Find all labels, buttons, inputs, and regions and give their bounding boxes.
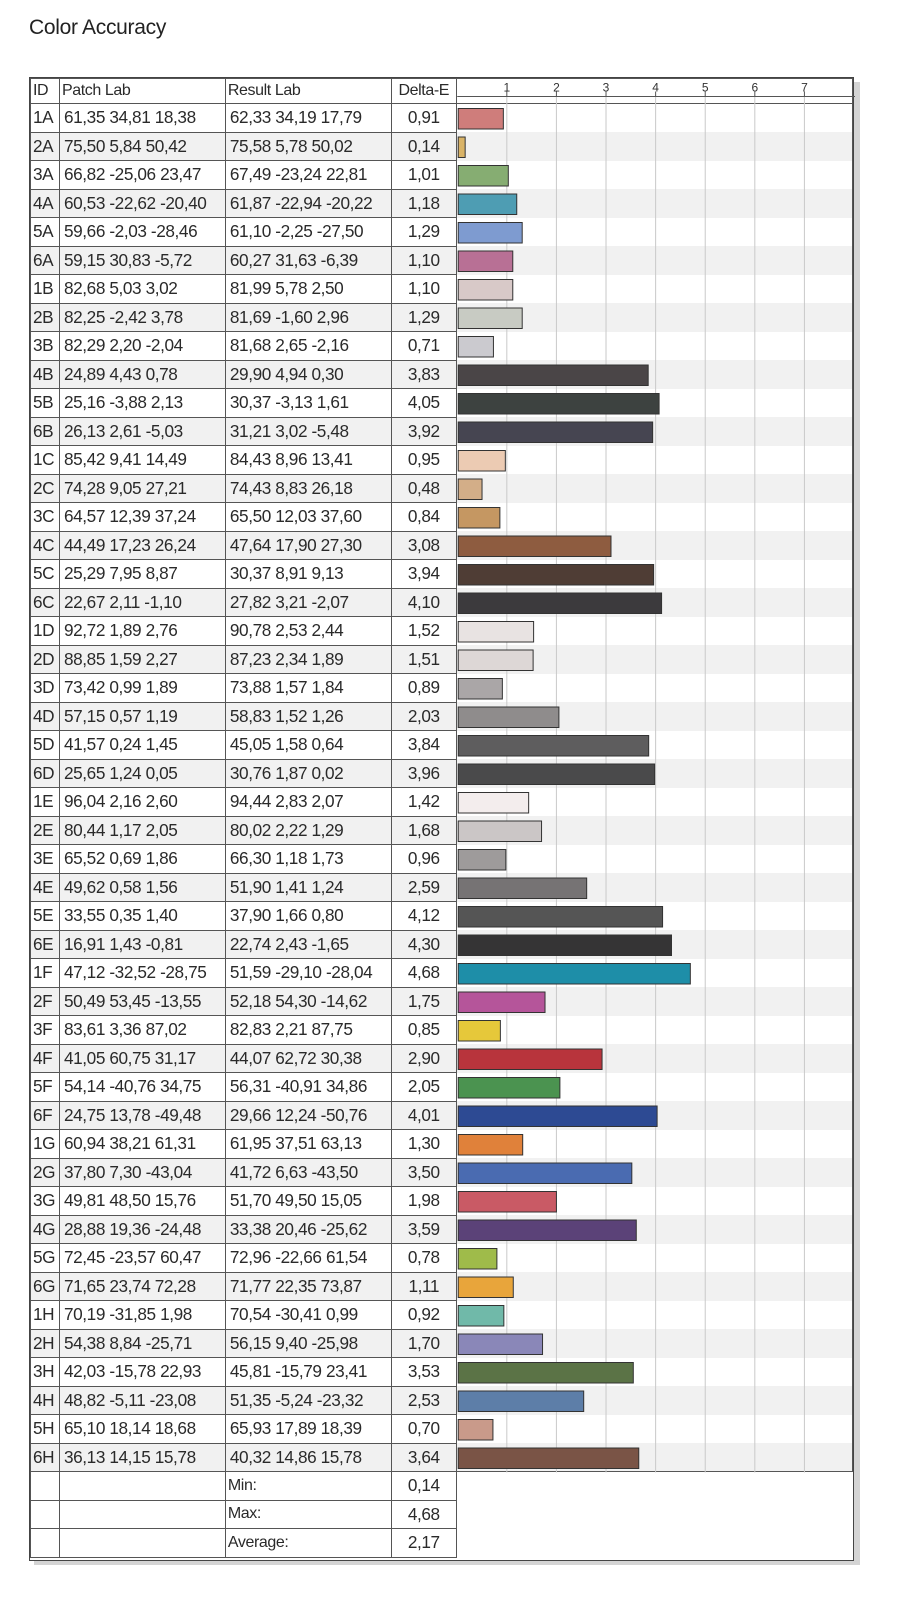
cell-delta-e: 0,14 <box>391 132 456 161</box>
cell-patch-lab: 60,94 38,21 61,31 <box>59 1130 225 1159</box>
cell-delta-e: 1,70 <box>391 1329 456 1358</box>
cell-patch-lab: 65,52 0,69 1,86 <box>59 845 225 874</box>
bar <box>458 280 513 301</box>
cell-id: 2F <box>31 987 60 1016</box>
cell-result-lab: 27,82 3,21 -2,07 <box>225 588 391 617</box>
cell-result-lab: 65,50 12,03 37,60 <box>225 503 391 532</box>
cell-result-lab: 22,74 2,43 -1,65 <box>225 930 391 959</box>
cell-id: 6C <box>31 588 60 617</box>
cell-id: 2H <box>31 1329 60 1358</box>
bar <box>458 194 517 215</box>
cell-patch-lab: 36,13 14,15 15,78 <box>59 1443 225 1472</box>
cell-delta-e: 4,01 <box>391 1101 456 1130</box>
cell-patch-lab: 71,65 23,74 72,28 <box>59 1272 225 1301</box>
cell-delta-e: 4,05 <box>391 389 456 418</box>
bar <box>458 764 654 785</box>
cell-delta-e: 3,53 <box>391 1358 456 1387</box>
cell-patch-lab: 74,28 9,05 27,21 <box>59 474 225 503</box>
cell-patch-lab: 96,04 2,16 2,60 <box>59 788 225 817</box>
cell-result-lab: 51,35 -5,24 -23,32 <box>225 1386 391 1415</box>
bar <box>458 1049 602 1070</box>
bar <box>458 223 522 244</box>
summary-label: Average: <box>225 1529 391 1558</box>
bar <box>458 1163 632 1184</box>
cell-delta-e: 0,85 <box>391 1016 456 1045</box>
cell-id: 6G <box>31 1272 60 1301</box>
bar <box>458 964 690 985</box>
x-tick-label: 4 <box>652 80 659 95</box>
x-tick-label: 6 <box>751 80 759 95</box>
cell-patch-lab: 25,16 -3,88 2,13 <box>59 389 225 418</box>
bar <box>458 422 652 443</box>
cell-delta-e: 0,96 <box>391 845 456 874</box>
cell-id: 3F <box>31 1016 60 1045</box>
cell-delta-e: 4,10 <box>391 588 456 617</box>
cell-id: 2A <box>31 132 60 161</box>
col-header-result-lab: Result Lab <box>225 79 391 104</box>
bar <box>458 365 648 386</box>
cell-patch-lab: 42,03 -15,78 22,93 <box>59 1358 225 1387</box>
cell-result-lab: 30,37 8,91 9,13 <box>225 560 391 589</box>
bar <box>458 536 611 557</box>
cell-result-lab: 30,76 1,87 0,02 <box>225 759 391 788</box>
cell-delta-e: 0,71 <box>391 332 456 361</box>
cell-result-lab: 74,43 8,83 26,18 <box>225 474 391 503</box>
cell-id: 2E <box>31 816 60 845</box>
cell-patch-lab: 28,88 19,36 -24,48 <box>59 1215 225 1244</box>
cell-delta-e: 1,18 <box>391 189 456 218</box>
cell-patch-lab: 24,89 4,43 0,78 <box>59 360 225 389</box>
cell-result-lab: 30,37 -3,13 1,61 <box>225 389 391 418</box>
bar <box>458 622 533 643</box>
cell-patch-lab: 37,80 7,30 -43,04 <box>59 1158 225 1187</box>
bar <box>458 992 545 1013</box>
cell-delta-e: 4,30 <box>391 930 456 959</box>
cell-patch-lab: 88,85 1,59 2,27 <box>59 645 225 674</box>
cell-patch-lab: 49,62 0,58 1,56 <box>59 873 225 902</box>
cell-patch-lab: 54,38 8,84 -25,71 <box>59 1329 225 1358</box>
cell-patch-lab: 50,49 53,45 -13,55 <box>59 987 225 1016</box>
bar <box>458 479 482 500</box>
cell-patch-lab: 16,91 1,43 -0,81 <box>59 930 225 959</box>
cell-result-lab: 71,77 22,35 73,87 <box>225 1272 391 1301</box>
cell-id: 3A <box>31 161 60 190</box>
cell-result-lab: 51,90 1,41 1,24 <box>225 873 391 902</box>
cell-result-lab: 44,07 62,72 30,38 <box>225 1044 391 1073</box>
cell-id: 1F <box>31 959 60 988</box>
bar <box>458 1135 522 1156</box>
cell-result-lab: 66,30 1,18 1,73 <box>225 845 391 874</box>
cell-delta-e: 1,10 <box>391 275 456 304</box>
cell-result-lab: 67,49 -23,24 22,81 <box>225 161 391 190</box>
cell-delta-e: 3,59 <box>391 1215 456 1244</box>
col-header-patch-lab: Patch Lab <box>59 79 225 104</box>
cell-result-lab: 29,90 4,94 0,30 <box>225 360 391 389</box>
cell-result-lab: 56,31 -40,91 34,86 <box>225 1073 391 1102</box>
cell-delta-e: 1,75 <box>391 987 456 1016</box>
cell-result-lab: 87,23 2,34 1,89 <box>225 645 391 674</box>
cell-id: 5G <box>31 1244 60 1273</box>
cell-delta-e: 4,12 <box>391 902 456 931</box>
cell-delta-e: 3,83 <box>391 360 456 389</box>
bar <box>458 1306 504 1327</box>
cell-patch-lab: 60,53 -22,62 -20,40 <box>59 189 225 218</box>
cell-id: 6H <box>31 1443 60 1472</box>
cell-patch-lab: 80,44 1,17 2,05 <box>59 816 225 845</box>
cell-delta-e: 0,78 <box>391 1244 456 1273</box>
cell-id: 3H <box>31 1358 60 1387</box>
cell-result-lab: 81,69 -1,60 2,96 <box>225 303 391 332</box>
cell-result-lab: 90,78 2,53 2,44 <box>225 617 391 646</box>
bar <box>458 1249 497 1270</box>
cell-id: 2D <box>31 645 60 674</box>
cell-delta-e: 1,01 <box>391 161 456 190</box>
summary-label: Min: <box>225 1472 391 1501</box>
cell-delta-e: 1,52 <box>391 617 456 646</box>
bar <box>458 935 671 956</box>
cell-result-lab: 61,10 -2,25 -27,50 <box>225 218 391 247</box>
cell-result-lab: 45,81 -15,79 23,41 <box>225 1358 391 1387</box>
cell-delta-e: 3,92 <box>391 417 456 446</box>
cell-result-lab: 33,38 20,46 -25,62 <box>225 1215 391 1244</box>
bar <box>458 1106 657 1127</box>
bar <box>458 1021 500 1042</box>
cell-result-lab: 75,58 5,78 50,02 <box>225 132 391 161</box>
cell-id: 6F <box>31 1101 60 1130</box>
cell-id: 3D <box>31 674 60 703</box>
cell-result-lab: 51,59 -29,10 -28,04 <box>225 959 391 988</box>
cell-delta-e: 1,29 <box>391 303 456 332</box>
bar <box>458 878 586 899</box>
bar <box>458 508 500 529</box>
cell-patch-lab: 72,45 -23,57 60,47 <box>59 1244 225 1273</box>
cell-id: 4D <box>31 702 60 731</box>
cell-result-lab: 29,66 12,24 -50,76 <box>225 1101 391 1130</box>
col-header-delta-e: Delta-E <box>391 79 456 104</box>
cell-patch-lab: 22,67 2,11 -1,10 <box>59 588 225 617</box>
cell-delta-e: 1,42 <box>391 788 456 817</box>
cell-patch-lab: 49,81 48,50 15,76 <box>59 1187 225 1216</box>
bar <box>458 565 653 586</box>
bar <box>458 137 465 158</box>
cell-id: 2G <box>31 1158 60 1187</box>
cell-result-lab: 56,15 9,40 -25,98 <box>225 1329 391 1358</box>
cell-id: 2B <box>31 303 60 332</box>
cell-patch-lab: 65,10 18,14 18,68 <box>59 1415 225 1444</box>
cell-id: 1H <box>31 1301 60 1330</box>
cell-id: 4H <box>31 1386 60 1415</box>
x-tick-label: 7 <box>801 80 808 95</box>
cell-patch-lab: 82,25 -2,42 3,78 <box>59 303 225 332</box>
cell-id: 3C <box>31 503 60 532</box>
cell-result-lab: 70,54 -30,41 0,99 <box>225 1301 391 1330</box>
cell-patch-lab: 47,12 -32,52 -28,75 <box>59 959 225 988</box>
bar <box>458 679 502 700</box>
cell-result-lab: 94,44 2,83 2,07 <box>225 788 391 817</box>
cell-patch-lab: 41,57 0,24 1,45 <box>59 731 225 760</box>
cell-patch-lab: 25,65 1,24 0,05 <box>59 759 225 788</box>
cell-result-lab: 31,21 3,02 -5,48 <box>225 417 391 446</box>
cell-id: 3G <box>31 1187 60 1216</box>
cell-delta-e: 2,59 <box>391 873 456 902</box>
cell-patch-lab: 26,13 2,61 -5,03 <box>59 417 225 446</box>
cell-patch-lab: 70,19 -31,85 1,98 <box>59 1301 225 1330</box>
cell-delta-e: 3,96 <box>391 759 456 788</box>
cell-id: 1B <box>31 275 60 304</box>
cell-id: 4E <box>31 873 60 902</box>
cell-delta-e: 1,68 <box>391 816 456 845</box>
cell-id: 5A <box>31 218 60 247</box>
page-title: Color Accuracy <box>29 16 167 39</box>
bar <box>458 1277 513 1298</box>
cell-patch-lab: 33,55 0,35 1,40 <box>59 902 225 931</box>
cell-patch-lab: 61,35 34,81 18,38 <box>59 104 225 133</box>
cell-id: 5D <box>31 731 60 760</box>
bar <box>458 907 662 928</box>
cell-delta-e: 2,05 <box>391 1073 456 1102</box>
bar <box>458 707 559 728</box>
cell-patch-lab: 82,29 2,20 -2,04 <box>59 332 225 361</box>
cell-id: 4C <box>31 531 60 560</box>
cell-patch-lab: 66,82 -25,06 23,47 <box>59 161 225 190</box>
cell-result-lab: 40,32 14,86 15,78 <box>225 1443 391 1472</box>
cell-id: 5H <box>31 1415 60 1444</box>
bar <box>458 109 503 130</box>
cell-id: 6E <box>31 930 60 959</box>
bar <box>458 1391 583 1412</box>
cell-result-lab: 60,27 31,63 -6,39 <box>225 246 391 275</box>
cell-id: 5E <box>31 902 60 931</box>
x-tick-label: 2 <box>553 80 560 95</box>
cell-patch-lab: 24,75 13,78 -49,48 <box>59 1101 225 1130</box>
cell-patch-lab: 92,72 1,89 2,76 <box>59 617 225 646</box>
cell-patch-lab: 85,42 9,41 14,49 <box>59 446 225 475</box>
cell-delta-e: 0,91 <box>391 104 456 133</box>
x-tick-label: 5 <box>701 80 709 95</box>
cell-result-lab: 72,96 -22,66 61,54 <box>225 1244 391 1273</box>
cell-result-lab: 52,18 54,30 -14,62 <box>225 987 391 1016</box>
bar <box>458 1334 542 1355</box>
cell-delta-e: 1,29 <box>391 218 456 247</box>
cell-patch-lab: 59,15 30,83 -5,72 <box>59 246 225 275</box>
summary-label: Max: <box>225 1500 391 1529</box>
cell-delta-e: 0,84 <box>391 503 456 532</box>
cell-patch-lab: 59,66 -2,03 -28,46 <box>59 218 225 247</box>
cell-id: 5B <box>31 389 60 418</box>
cell-result-lab: 82,83 2,21 87,75 <box>225 1016 391 1045</box>
cell-result-lab: 37,90 1,66 0,80 <box>225 902 391 931</box>
cell-delta-e: 0,70 <box>391 1415 456 1444</box>
bar <box>458 1448 639 1469</box>
cell-result-lab: 81,68 2,65 -2,16 <box>225 332 391 361</box>
summary-value: 2,17 <box>391 1529 456 1558</box>
cell-patch-lab: 64,57 12,39 37,24 <box>59 503 225 532</box>
cell-delta-e: 2,90 <box>391 1044 456 1073</box>
cell-patch-lab: 83,61 3,36 87,02 <box>59 1016 225 1045</box>
bar <box>458 1078 560 1099</box>
cell-patch-lab: 48,82 -5,11 -23,08 <box>59 1386 225 1415</box>
cell-delta-e: 0,95 <box>391 446 456 475</box>
cell-delta-e: 0,48 <box>391 474 456 503</box>
cell-result-lab: 45,05 1,58 0,64 <box>225 731 391 760</box>
cell-delta-e: 1,11 <box>391 1272 456 1301</box>
cell-result-lab: 41,72 6,63 -43,50 <box>225 1158 391 1187</box>
cell-patch-lab: 25,29 7,95 8,87 <box>59 560 225 589</box>
cell-id: 1G <box>31 1130 60 1159</box>
cell-patch-lab: 41,05 60,75 31,17 <box>59 1044 225 1073</box>
cell-patch-lab: 75,50 5,84 50,42 <box>59 132 225 161</box>
cell-result-lab: 65,93 17,89 18,39 <box>225 1415 391 1444</box>
bar <box>458 793 528 814</box>
cell-result-lab: 61,87 -22,94 -20,22 <box>225 189 391 218</box>
cell-result-lab: 84,43 8,96 13,41 <box>225 446 391 475</box>
x-tick-label: 3 <box>602 80 610 95</box>
cell-result-lab: 62,33 34,19 17,79 <box>225 104 391 133</box>
cell-result-lab: 58,83 1,52 1,26 <box>225 702 391 731</box>
cell-id: 5C <box>31 560 60 589</box>
cell-id: 6A <box>31 246 60 275</box>
cell-id: 1C <box>31 446 60 475</box>
summary-value: 0,14 <box>391 1472 456 1501</box>
cell-id: 3E <box>31 845 60 874</box>
cell-result-lab: 61,95 37,51 63,13 <box>225 1130 391 1159</box>
cell-id: 1E <box>31 788 60 817</box>
x-tick-label: 1 <box>503 80 511 95</box>
cell-delta-e: 3,08 <box>391 531 456 560</box>
cell-delta-e: 3,84 <box>391 731 456 760</box>
cell-id: 4F <box>31 1044 60 1073</box>
bar <box>458 394 659 415</box>
summary-value: 4,68 <box>391 1500 456 1529</box>
cell-id: 4A <box>31 189 60 218</box>
cell-result-lab: 73,88 1,57 1,84 <box>225 674 391 703</box>
bar <box>458 850 506 871</box>
cell-delta-e: 1,10 <box>391 246 456 275</box>
cell-id: 4B <box>31 360 60 389</box>
cell-patch-lab: 57,15 0,57 1,19 <box>59 702 225 731</box>
color-accuracy-table <box>29 77 854 1561</box>
col-header-id: ID <box>31 79 60 104</box>
cell-id: 3B <box>31 332 60 361</box>
bar <box>458 593 661 614</box>
cell-delta-e: 1,98 <box>391 1187 456 1216</box>
cell-result-lab: 80,02 2,22 1,29 <box>225 816 391 845</box>
cell-delta-e: 3,64 <box>391 1443 456 1472</box>
cell-delta-e: 2,03 <box>391 702 456 731</box>
cell-delta-e: 2,53 <box>391 1386 456 1415</box>
cell-id: 6B <box>31 417 60 446</box>
cell-result-lab: 51,70 49,50 15,05 <box>225 1187 391 1216</box>
bar <box>458 308 522 329</box>
bar <box>458 1220 636 1241</box>
cell-id: 5F <box>31 1073 60 1102</box>
cell-result-lab: 81,99 5,78 2,50 <box>225 275 391 304</box>
bar <box>458 821 541 842</box>
cell-delta-e: 0,89 <box>391 674 456 703</box>
bar <box>458 451 505 472</box>
bar <box>458 251 513 272</box>
cell-delta-e: 4,68 <box>391 959 456 988</box>
cell-delta-e: 3,50 <box>391 1158 456 1187</box>
bar <box>458 1192 556 1213</box>
cell-id: 4G <box>31 1215 60 1244</box>
cell-id: 1D <box>31 617 60 646</box>
cell-patch-lab: 44,49 17,23 26,24 <box>59 531 225 560</box>
cell-patch-lab: 54,14 -40,76 34,75 <box>59 1073 225 1102</box>
bar <box>458 736 648 757</box>
cell-result-lab: 47,64 17,90 27,30 <box>225 531 391 560</box>
bar <box>458 650 533 671</box>
bar <box>458 166 508 187</box>
cell-id: 2C <box>31 474 60 503</box>
bar <box>458 1363 633 1384</box>
cell-delta-e: 1,51 <box>391 645 456 674</box>
cell-delta-e: 1,30 <box>391 1130 456 1159</box>
cell-id: 6D <box>31 759 60 788</box>
bar <box>458 337 493 358</box>
bar <box>458 1420 493 1441</box>
cell-patch-lab: 73,42 0,99 1,89 <box>59 674 225 703</box>
cell-delta-e: 0,92 <box>391 1301 456 1330</box>
cell-patch-lab: 82,68 5,03 3,02 <box>59 275 225 304</box>
cell-delta-e: 3,94 <box>391 560 456 589</box>
delta-e-bar-chart <box>30 78 855 1562</box>
cell-id: 1A <box>31 104 60 133</box>
